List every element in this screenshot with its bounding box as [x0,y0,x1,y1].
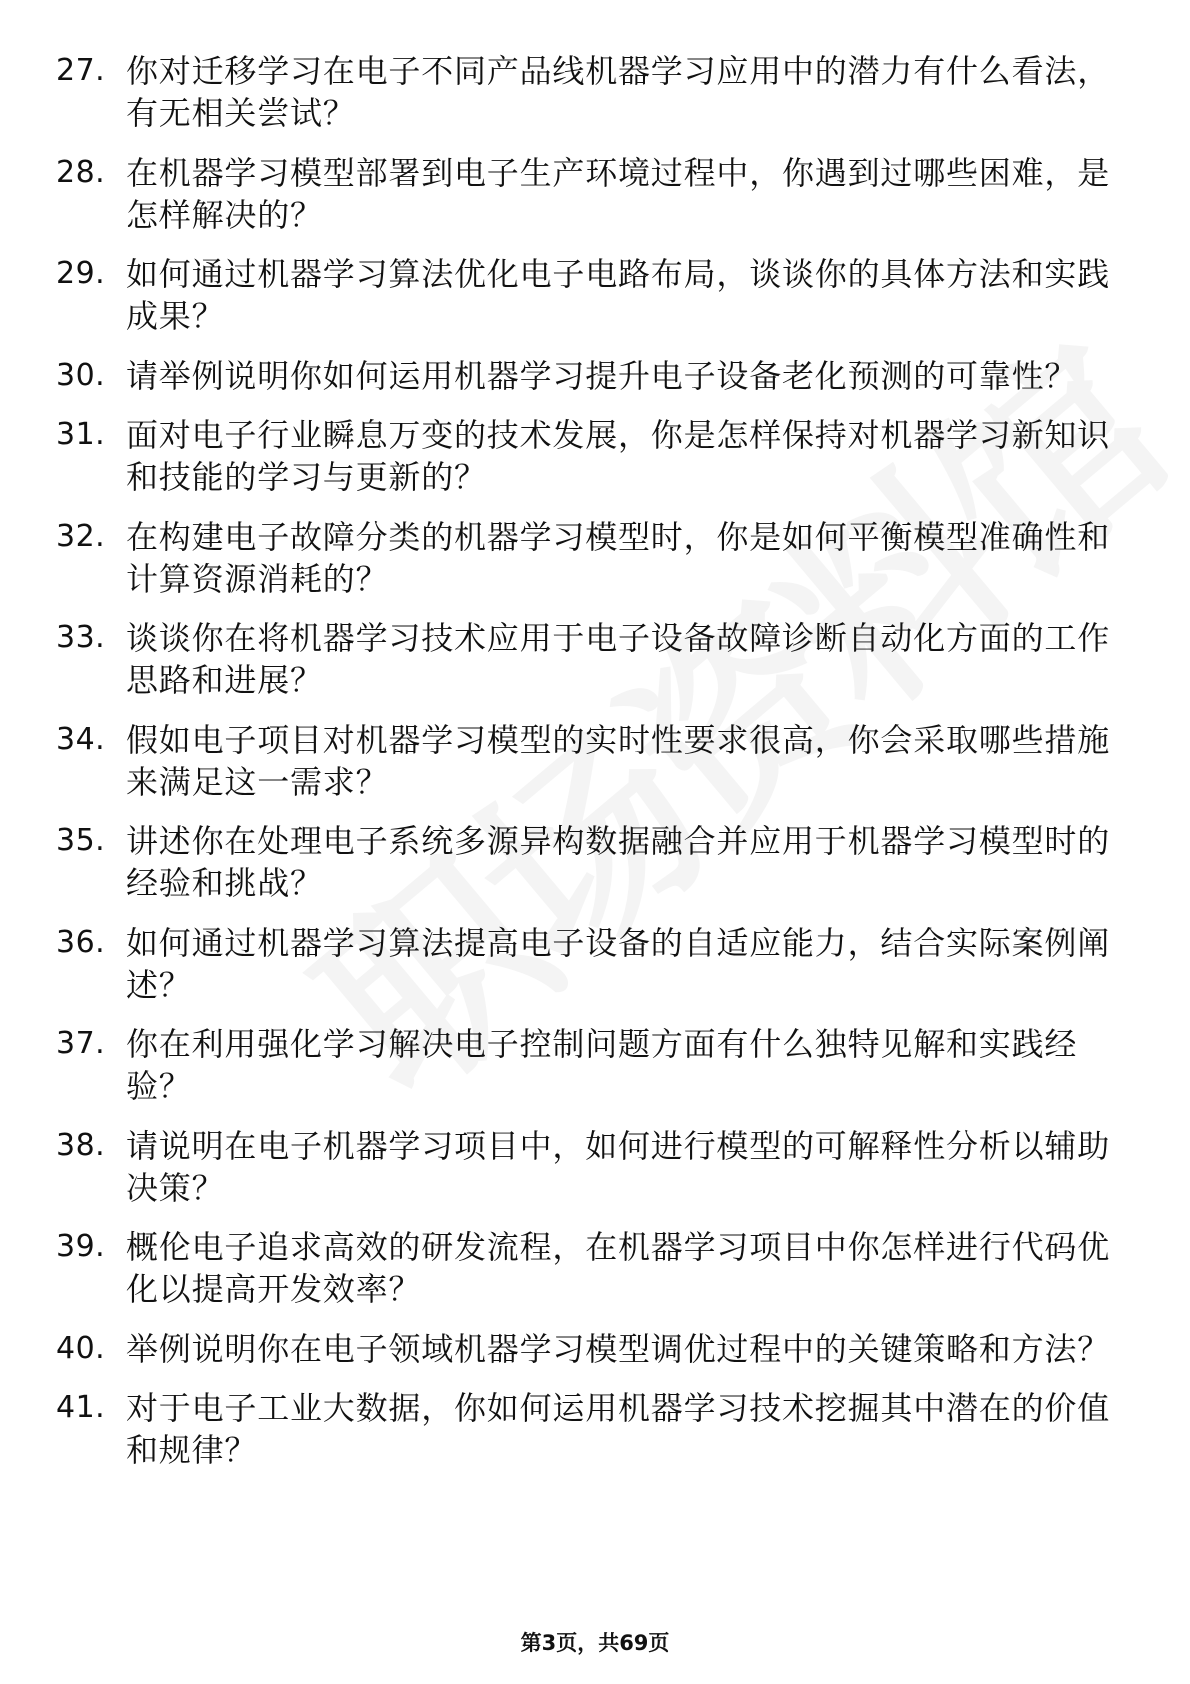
question-item-36 [56,922,1126,1006]
question-number: 35. [56,823,106,858]
question-number: 29. [56,256,106,291]
question-text: 你在利用强化学习解决电子控制问题方面有什么独特见解和实践经验？ [126,1025,1078,1105]
page-footer: 第3页，共69页 [520,1631,670,1655]
question-item-31 [56,414,1126,498]
question-text: 在构建电子故障分类的机器学习模型时，你是如何平衡模型准确性和计算资源消耗的？ [126,517,1111,598]
question-item-38 [56,1125,1126,1209]
question-text: 假如电子项目对机器学习模型的实时性要求很高，你会采取哪些措施来满足这一需求？ [126,720,1111,801]
question-item-35 [56,820,1126,904]
question-number: 37. [56,1026,106,1061]
question-text: 如何通过机器学习算法优化电子电路布局，谈谈你的具体方法和实践成果？ [126,255,1111,335]
question-number: 27. [56,53,106,88]
question-text: 在机器学习模型部署到电子生产环境过程中，你遇到过哪些困难，是怎样解决的？ [126,153,1111,234]
question-text: 对于电子工业大数据，你如何运用机器学习技术挖掘其中潜在的价值和规律？ [126,1389,1111,1469]
question-text: 讲述你在处理电子系统多源异构数据融合并应用于机器学习模型时的经验和挑战？ [126,822,1111,902]
question-item-30 [56,355,1126,397]
question-item-40 [56,1328,1126,1370]
question-item-39 [56,1226,1126,1310]
question-item-29 [56,253,1126,337]
question-number: 39. [56,1229,106,1264]
question-item-37 [56,1023,1126,1107]
question-number: 36. [56,924,106,960]
question-item-41 [56,1387,1126,1471]
question-number: 33. [56,620,106,655]
question-text: 谈谈你在将机器学习技术应用于电子设备故障诊断自动化方面的工作思路和进展？ [126,619,1111,699]
question-item-28 [56,152,1126,236]
question-text: 概伦电子追求高效的研发流程，在机器学习项目中你怎样进行代码优化以提高开发效率？ [126,1228,1111,1308]
question-text: 如何通过机器学习算法提高电子设备的自适应能力，结合实际案例阐述？ [126,923,1111,1004]
question-number: 41. [56,1390,106,1425]
question-number: 28. [56,154,106,190]
question-number: 34. [56,721,106,757]
question-number: 32. [56,518,106,554]
question-text: 请说明在电子机器学习项目中，如何进行模型的可解释性分析以辅助决策？ [126,1126,1111,1207]
question-text: 面对电子行业瞬息万变的技术发展，你是怎样保持对机器学习新知识和技能的学习与更新的？ [126,416,1111,496]
question-item-33 [56,617,1126,701]
question-number: 31. [56,417,106,452]
question-item-32 [56,516,1126,600]
question-text: 举例说明你在电子领域机器学习模型调优过程中的关键策略和方法？ [126,1329,1111,1368]
question-item-34 [56,719,1126,803]
question-text: 请举例说明你如何运用机器学习提升电子设备老化预测的可靠性？ [126,356,1078,395]
question-text: 你对迁移学习在电子不同产品线机器学习应用中的潜力有什么看法，有无相关尝试？ [126,52,1111,132]
question-number: 30. [56,357,106,393]
question-number: 38. [56,1127,106,1163]
question-number: 40. [56,1330,106,1366]
question-list [56,50,1126,1489]
question-item-27 [56,50,1126,134]
